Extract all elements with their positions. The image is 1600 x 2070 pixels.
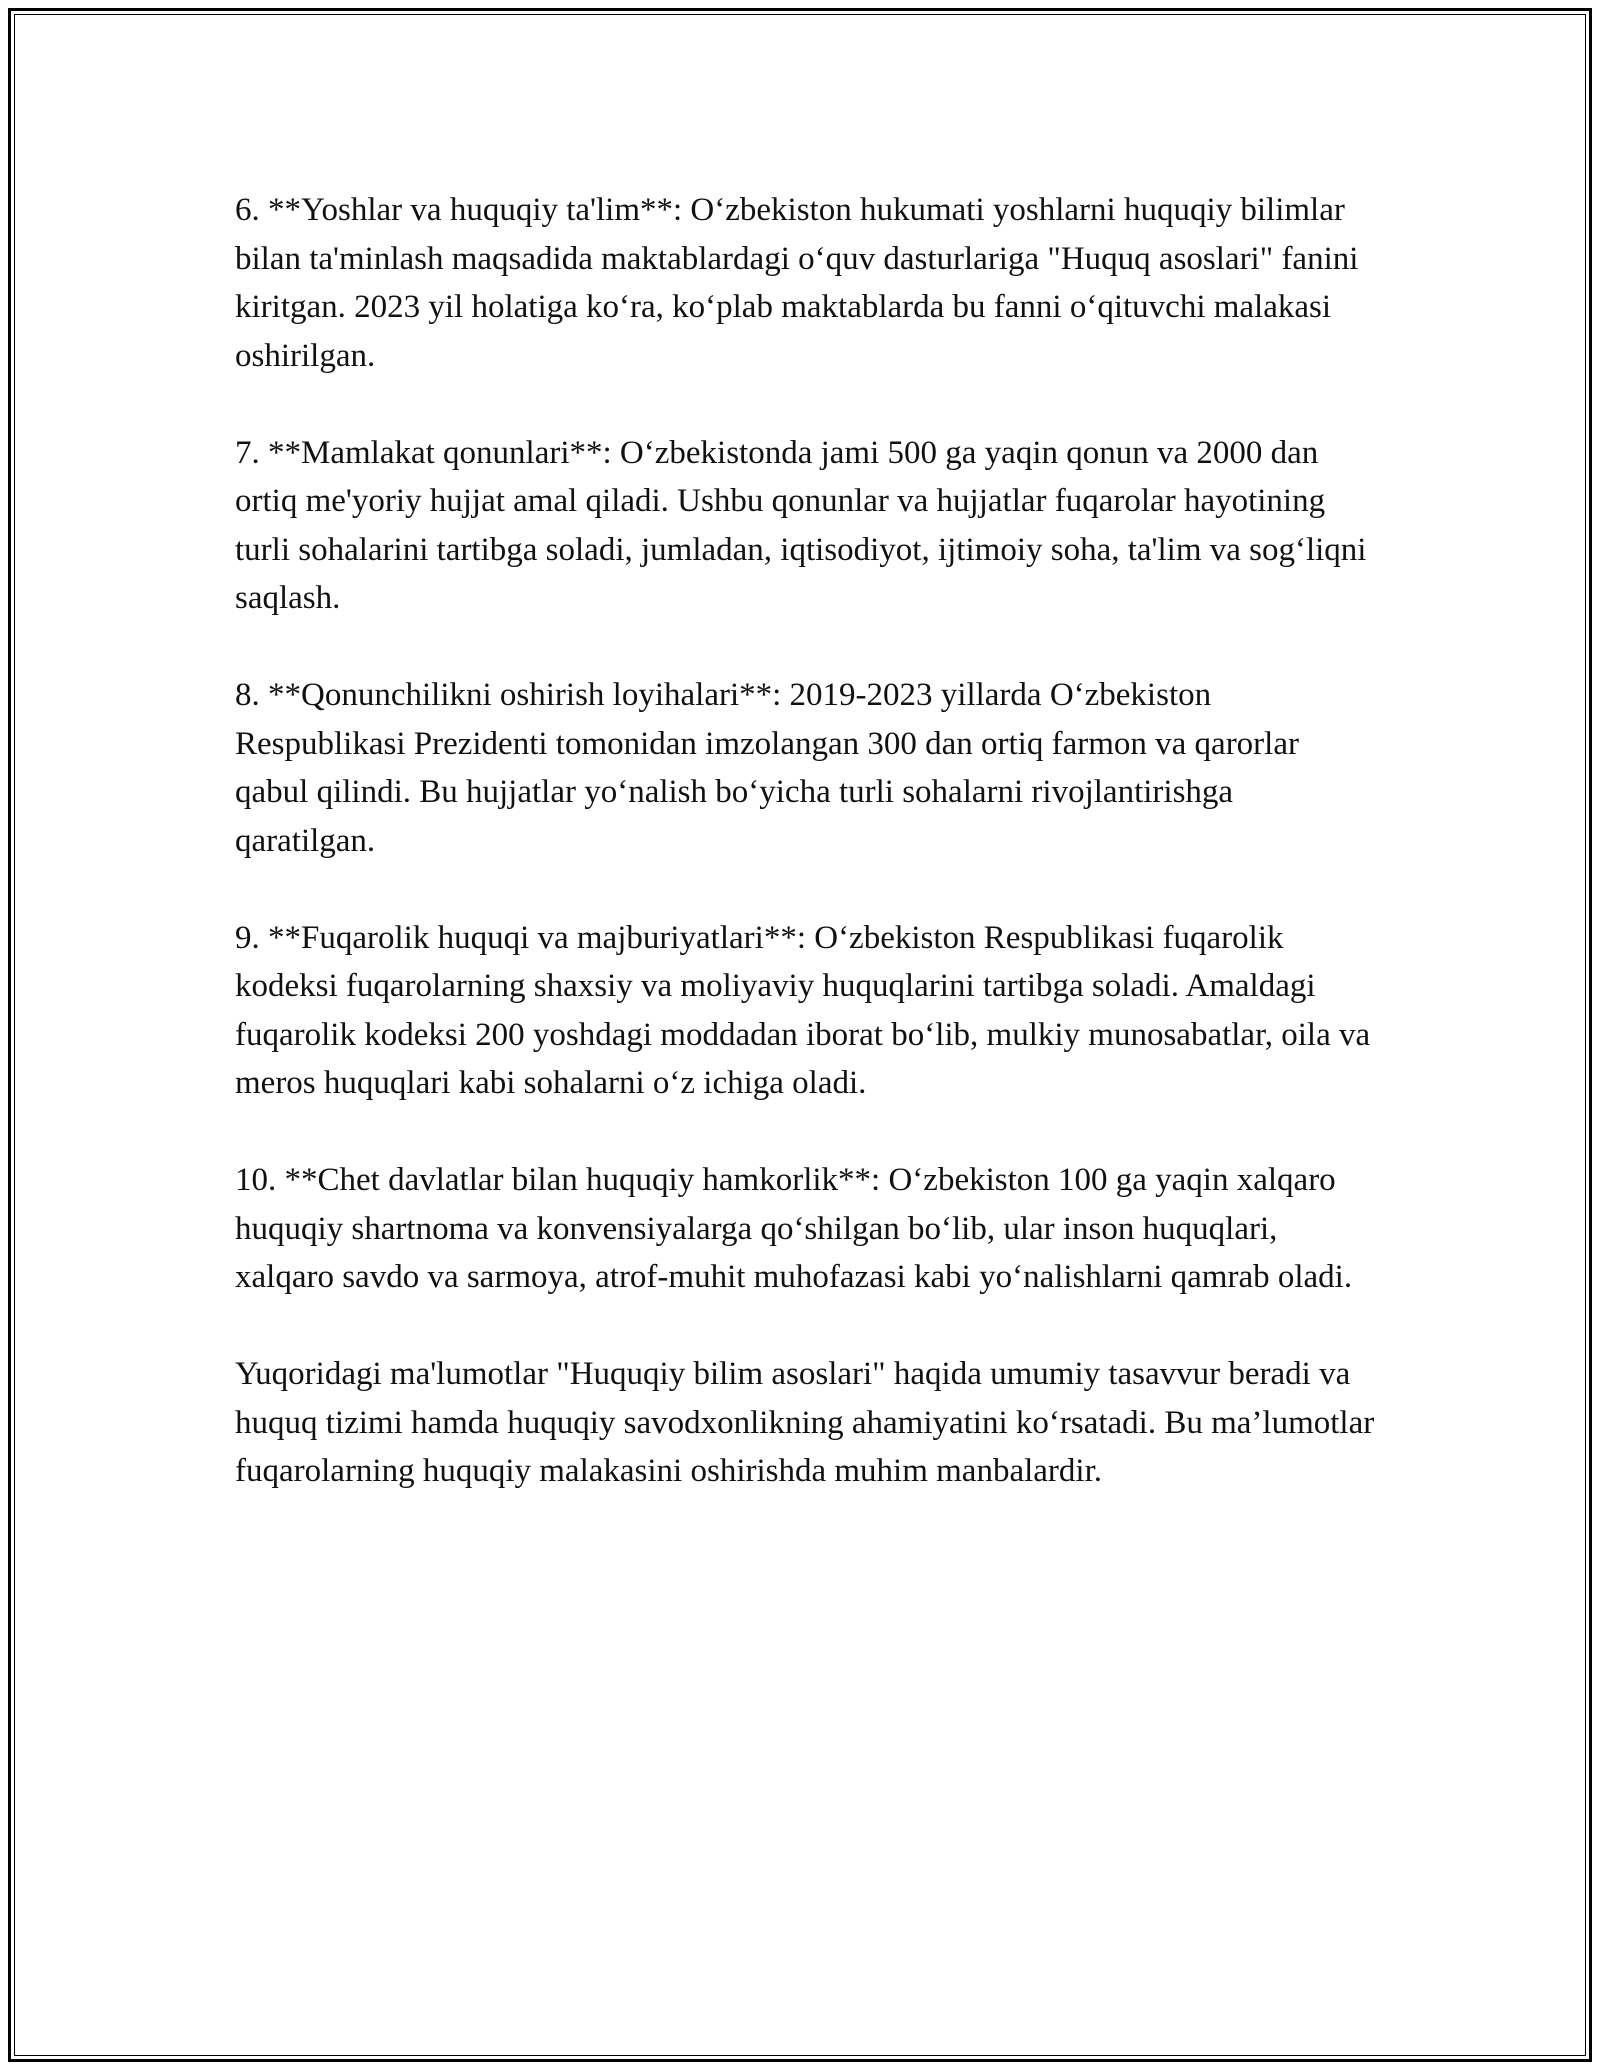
document-body (235, 186, 1375, 1544)
paragraph-item-6: 6. **Yoshlar va huquqiy ta'lim**: O‘zbekiston hukumati yoshlarni huquqiy bilimlar bilan ta'minlash maqsadida maktablardagi o‘quv dasturlariga "Huquq asoslari" fanini kiritgan. 2023 yil holatiga ko‘ra, ko‘plab maktablarda bu fanni o‘qituvchi malakasi oshirilgan. (235, 192, 1359, 374)
paragraph-item-8: 8. **Qonunchilikni oshirish loyihalari**: 2019-2023 yillarda O‘zbekiston Respublikasi Prezidenti tomonidan imzolangan 300 dan ortiq farmon va qarorlar qabul qilindi. Bu hujjatlar yo‘nalish bo‘yicha turli sohalarni rivojlantirishga qaratilgan. (235, 677, 1299, 859)
paragraph-summary: Yuqoridagi ma'lumotlar "Huquqiy bilim asoslari" haqida umumiy tasavvur beradi va huquq tizimi hamda huquqiy savodxonlikning ahamiyatini ko‘rsatadi. Bu ma’lumotlar fuqarolarning huquqiy malakasini oshirishda muhim manbalardir. (235, 1356, 1375, 1489)
paragraph-item-9: 9. **Fuqarolik huquqi va majburiyatlari**: O‘zbekiston Respublikasi fuqarolik kodeksi fuqarolarning shaxsiy va moliyaviy huquqlarini tartibga soladi. Amaldagi fuqarolik kodeksi 200 yoshdagi moddadan iborat bo‘lib, mulkiy munosabatlar, oila va meros huquqlari kabi sohalarni o‘z ichiga oladi. (235, 919, 1371, 1101)
paragraph-item-7: 7. **Mamlakat qonunlari**: O‘zbekistonda jami 500 ga yaqin qonun va 2000 dan ortiq me'yoriy hujjat amal qiladi. Ushbu qonunlar va hujjatlar fuqarolar hayotining turli sohalarini tartibga soladi, jumladan, iqtisodiyot, ijtimoiy soha, ta'lim va sog‘liqni saqlash. (235, 434, 1367, 616)
paragraph-item-10: 10. **Chet davlatlar bilan huquqiy hamkorlik**: O‘zbekiston 100 ga yaqin xalqaro huquqiy shartnoma va konvensiyalarga qo‘shilgan bo‘lib, ular inson huquqlari, xalqaro savdo va sarmoya, atrof-muhit muhofazasi kabi yo‘nalishlarni qamrab oladi. (235, 1162, 1353, 1295)
